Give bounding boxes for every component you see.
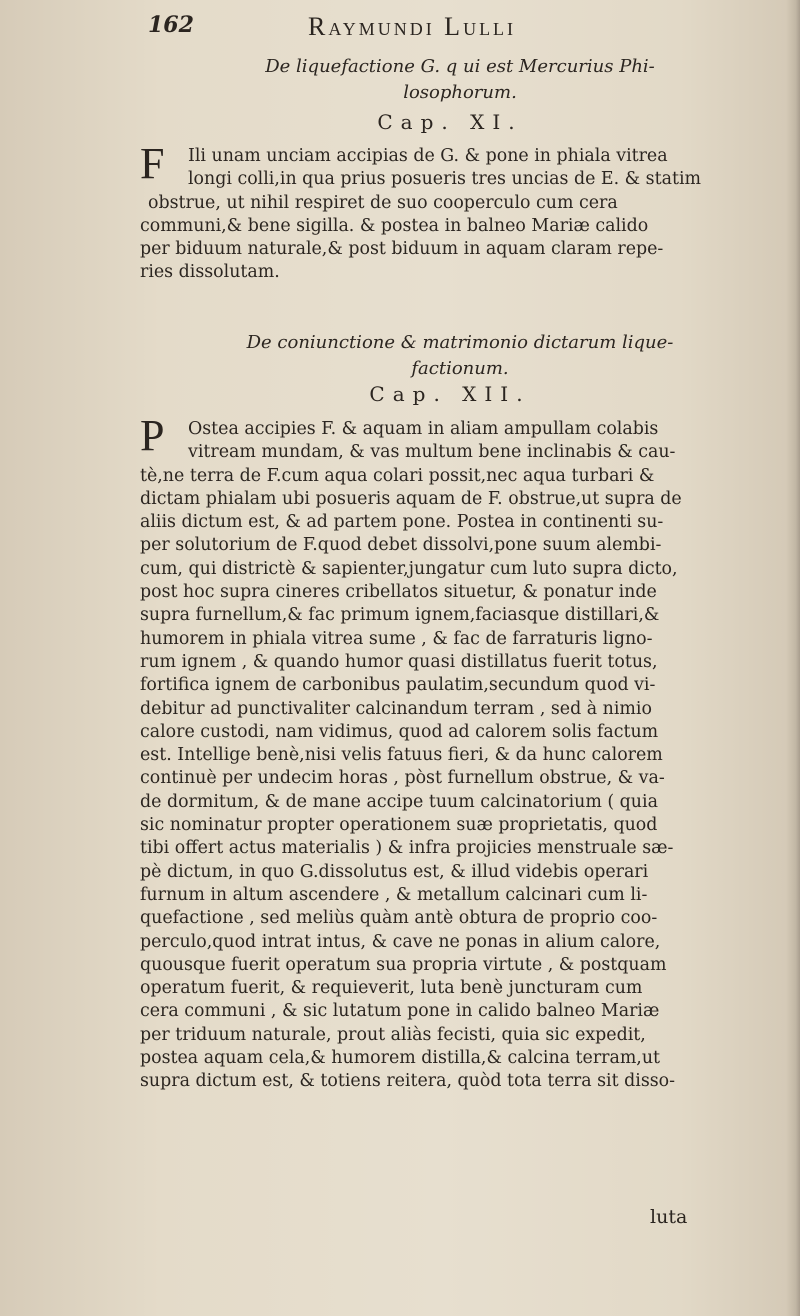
paragraph-cap-11 (140, 145, 780, 285)
catchword: luta (650, 1206, 688, 1228)
text-line: per solutorium de F.quod debet dissolvi,pone suum alembi- (140, 535, 662, 556)
text-line: Ili unam unciam accipias de G. & pone in phiala vitrea (188, 146, 668, 166)
text-line: rum ignem , & quando humor quasi distillatus fuerit totus, (140, 651, 658, 672)
section-title-1 (150, 54, 770, 106)
section-title-1-line-2: losophorum. (403, 82, 517, 103)
text-line: est. Intellige benè,nisi velis fatuus fieri, & da hunc calorem (140, 745, 663, 766)
chapter-heading-12: Cap. XII. (369, 382, 531, 406)
text-line: sic nominatur propter operationem suæ proprietatis, quod (140, 815, 658, 836)
section-title-2-line-1: De coniunctione & matrimonio dictarum lique- (246, 332, 674, 353)
page-gutter-shadow (786, 0, 800, 1316)
chapter-heading-11: Cap. XI. (377, 110, 523, 134)
text-line: postea aquam cela,& humorem distilla,& calcina terram,ut (140, 1048, 661, 1069)
text-line: pè dictum, in quo G.dissolutus est, & illud videbis operari (140, 861, 649, 882)
text-line: ries dissolutam. (140, 262, 280, 283)
section-title-2 (150, 330, 770, 382)
text-line: humorem in phiala vitrea sume , & fac de farraturis ligno- (140, 628, 653, 649)
text-line: tè,ne terra de F.cum aqua colari possit,nec aqua turbari & (140, 465, 655, 486)
text-line: fortifica ignem de carbonibus paulatim,secundum quod vi- (140, 675, 656, 696)
text-line: operatum fuerit, & requieverit, luta benè juncturam cum (140, 978, 643, 999)
text-line: cum, qui districtè & sapienter,jungatur cum luto supra dicto, (140, 558, 678, 579)
section-title-2-line-2: factionum. (411, 358, 509, 379)
text-line: dictam phialam ubi posueris aquam de F. obstrue,ut supra de (140, 488, 682, 509)
section-title-1-line-1: De liquefactione G. q ui est Mercurius Phi- (265, 56, 655, 77)
text-line: vitream mundam, & vas multum bene inclinabis & cau- (188, 442, 676, 463)
text-line: debitur ad punctivaliter calcinandum terram , sed à nimio (140, 698, 652, 719)
drop-cap-p: P (140, 411, 165, 460)
drop-cap-f: F (140, 139, 165, 188)
text-line: post hoc supra cineres cribellatos situetur, & ponatur inde (140, 582, 657, 603)
text-line: longi colli,in qua prius posueris tres uncias de E. & statim (188, 169, 702, 190)
text-line: cera communi , & sic lutatum pone in calido balneo Mariæ (140, 1001, 660, 1022)
text-line: per biduum naturale,& post biduum in aquam claram repe- (140, 239, 664, 260)
text-line: tibi offert actus materialis ) & infra projicies menstruale sæ- (140, 838, 674, 859)
text-line: calore custodi, nam vidimus, quod ad calorem solis factum (140, 721, 659, 742)
paragraph-cap-12 (140, 418, 780, 1094)
text-line: communi,& bene sigilla. & postea in balneo Mariæ calido (140, 215, 649, 236)
text-line: de dormitum, & de mane accipe tuum calcinatorium ( quia (140, 791, 658, 812)
page-header (148, 12, 788, 48)
text-line: perculo,quod intrat intus, & cave ne ponas in alium calore, (140, 931, 661, 952)
text-line: per triduum naturale, prout aliàs fecisti, quia sic expedit, (140, 1024, 646, 1045)
text-line: supra furnellum,& fac primum ignem,faciasque distillari,& (140, 605, 660, 626)
page-number: 162 (148, 12, 194, 38)
text-line: obstrue, ut nihil respiret de suo cooperculo cum cera (148, 192, 618, 213)
text-line: quefactione , sed meliùs quàm antè obtura de proprio coo- (140, 908, 658, 929)
running-head: Raymundi Lulli (308, 12, 517, 41)
text-line: aliis dictum est, & ad partem pone. Postea in continenti su- (140, 512, 664, 533)
text-line: quousque fuerit operatum sua propria virtute , & postquam (140, 954, 667, 975)
text-line: continuè per undecim horas , pòst furnellum obstrue, & va- (140, 768, 665, 789)
text-line: supra dictum est, & totiens reitera, quòd tota terra sit disso- (140, 1071, 676, 1092)
text-line: furnum in altum ascendere , & metallum calcinari cum li- (140, 884, 648, 905)
text-line: Ostea accipies F. & aquam in aliam ampullam colabis (188, 419, 659, 439)
